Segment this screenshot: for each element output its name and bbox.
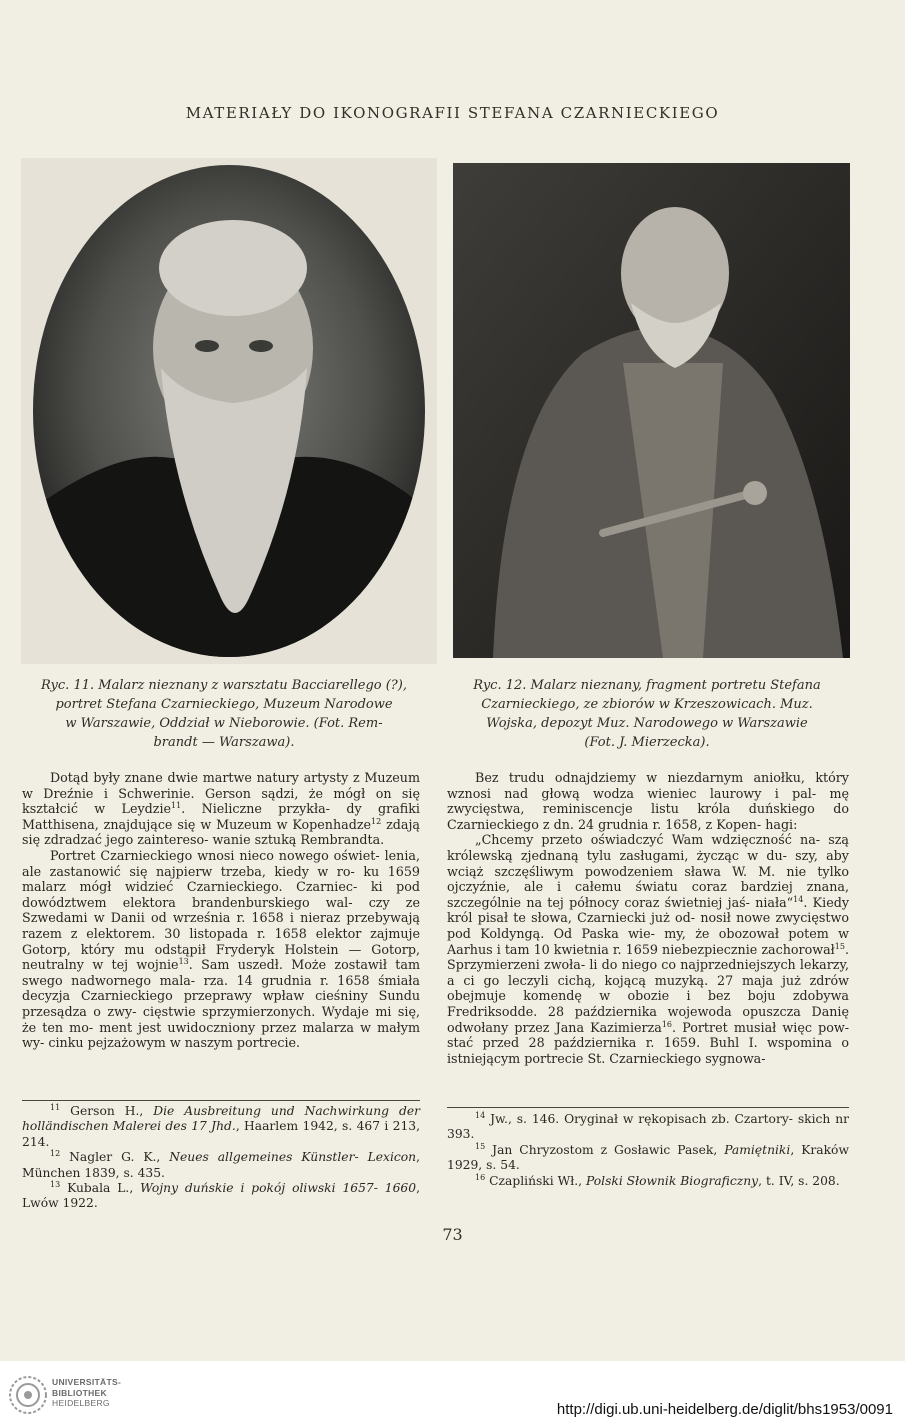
footnote-number: 11 [50, 1102, 61, 1112]
footnote-text: Jan Chryzostom z Gosławic Pasek, [492, 1142, 725, 1157]
footer-bar [0, 1361, 905, 1427]
text-line: który wznosi nad głową wodza wieniec laurowy i pal- [447, 770, 849, 801]
footnote-number: 14 [475, 1110, 486, 1120]
text-line: rza. 14 grudnia r. 1658 śmiała decyzja Czarnieckiego [22, 972, 420, 1004]
caption-line: Wojska, depozyt Muz. Narodowego w Warszawie [486, 716, 808, 731]
caption-line: Czarnieckiego, ze zbiorów w Krzeszowicach. Muz. [481, 697, 813, 712]
library-name-line: BIBLIOTHEK [52, 1387, 107, 1398]
footnote-15 [447, 1143, 849, 1174]
footnote-11 [22, 1104, 420, 1150]
footnote-title: der holländischen Malerei des 17 Jhd. [22, 1104, 420, 1134]
text-line: hagi: [765, 816, 798, 832]
text-line: ment jest uwidoczniony przez malarza w małym wy- [22, 1019, 420, 1051]
footnote-title: Die Ausbreitung und Nachwirkung [153, 1104, 389, 1118]
portrait-figure-12 [453, 163, 850, 658]
footnote-text: , Lwów 1922. [22, 1181, 420, 1211]
footnote-13 [22, 1181, 420, 1212]
footnote-number: 15 [475, 1141, 486, 1151]
library-name-line: UNIVERSITÄTS- [52, 1377, 122, 1387]
source-url-link[interactable]: http://digi.ub.uni-heidelberg.de/diglit/bhs1953/0091 [556, 1401, 893, 1418]
footnote-title: Wojny duńskie i pokój oliwski 1657- [140, 1181, 378, 1196]
footnote-ref: 16 [661, 1019, 673, 1029]
footnote-12 [22, 1150, 420, 1181]
text-line: przeprawy wpław cieśniny Sundu przesądza o zwy- [22, 988, 420, 1019]
text-line: . Sprzymierzeni zwoła- [447, 941, 850, 973]
text-line: Holstein — Gotorp, neutralny w tej wojnie [22, 941, 420, 973]
text-line: . Nieliczne przykła- [181, 801, 330, 817]
footnote-text: Gerson H., [70, 1104, 154, 1118]
text-line: szy, aby wciąż szczęśliwym powodzeniem sława W. M. [447, 847, 849, 879]
footnote-text: Jw., s. 146. Oryginał w rękopisach zb. Czartory- [490, 1112, 793, 1126]
footnote-title: Pamiętniki [724, 1142, 791, 1157]
text-line: komendę w obozie i bez boju zdobywa Fredriksodde. [447, 988, 849, 1019]
text-line: lenia, ale zastanowić się najpierw trzeba, kiedy w ro- [22, 847, 420, 879]
figure-11-caption [24, 676, 424, 752]
footnote-text: Czapliński Wł., [489, 1173, 586, 1188]
body-column-right [447, 770, 849, 1066]
text-line: . Portret musiał więc pow- [672, 1019, 849, 1035]
text-line: nosił nowe zwycięstwo pod Koldyngą. Od Paska wie- [447, 910, 849, 941]
text-line: zdają się zdradzać jego zaintereso- [22, 816, 420, 848]
text-line: wanie sztuką Rembrandta. [212, 832, 385, 848]
text-line: Portret Czarnieckiego wnosi nieco nowego oświet- [50, 847, 380, 863]
body-column-left [22, 770, 420, 1051]
text-line: znana, szczególnie na tej północy coraz świetniej jaś- [447, 879, 849, 910]
footnote-title: Polski Słownik Biograficzny [585, 1173, 759, 1188]
footnote-title: Lexicon [367, 1150, 417, 1165]
caption-line: w Warszawie, Oddział w Nieborowie. (Fot. Rem- [65, 716, 383, 731]
text-line: mógł on się kształcić w Leydzie [22, 785, 420, 817]
text-line: „Chcemy przeto oświadczyć Wam wdzięczność na- [475, 832, 821, 848]
paragraph [447, 770, 849, 832]
text-line: w Kopenhadze [276, 816, 372, 832]
text-line: mę zwycięstwa, reminiscencje listu króla duńskiego [447, 785, 849, 817]
footnote-text: , [758, 1173, 763, 1188]
text-line: uszedł. Może zostawił tam swego nadwornego mala- [22, 957, 420, 988]
text-line: o istniejącym portrecie St. Czarnieckiego sygnowa- [447, 1035, 849, 1066]
footnote-text: , Haarlem [235, 1119, 299, 1134]
caption-line: Ryc. 11. Malarz nieznany z warsztatu Bacciarellego (?), [41, 678, 407, 693]
text-line: my, że obozował potem w Aarhus i tam 10 kwietnia r. [447, 925, 850, 957]
library-name [52, 1377, 121, 1409]
text-line: 28 października wojewoda opuszcza Danię odwołany [447, 1003, 849, 1035]
text-line: cichą, kojącą muzyką. 27 maja już zdrów obejmuje [447, 972, 849, 1004]
footnote-text: t. IV, s. 208. [765, 1173, 840, 1188]
footnote-text: Nagler G. K., [69, 1150, 170, 1165]
portrait-rect-image [453, 163, 850, 658]
footnote-ref: 15 [834, 941, 845, 951]
caption-line: (Fot. J. Mierzecka). [584, 735, 710, 750]
running-title: MATERIAŁY DO IKONOGRAFII STEFANA CZARNIECKIEGO [185, 104, 720, 122]
paragraph [22, 770, 420, 848]
figure-12-caption [443, 676, 851, 752]
footnote-text: , München 1839, s. 435. [22, 1150, 421, 1180]
footnote-ref: 14 [793, 894, 804, 904]
library-name-line: HEIDELBERG [52, 1398, 110, 1408]
footnote-number: 12 [50, 1149, 61, 1159]
text-line: ku 1659 malarz mógł widzieć Czarnieckiego. Czarniec- [22, 863, 420, 895]
footnote-ref: 12 [371, 816, 382, 826]
text-line: cinku pejzażowym w naszym portrecie. [48, 1035, 301, 1051]
footnote-number: 13 [50, 1179, 61, 1189]
text-line: z Muzeum w Dreźnie i Schwerinie. Gerson sądzi, że [22, 770, 420, 801]
paragraph [447, 832, 849, 1066]
text-line: . Kiedy król pisał te słowa, Czarniecki już od- [447, 894, 849, 926]
text-line: cięstwie sprzymierzonych. Wydaje mi się, że ten mo- [22, 1003, 420, 1035]
footnote-text: 1942, s. 467 i 213, 214. [22, 1119, 421, 1149]
footnote-divider-left [22, 1100, 420, 1101]
footnote-text: skich nr 393. [447, 1112, 849, 1142]
text-line: 1659 niebezpiecznie zachorował [625, 941, 835, 957]
footnote-14 [447, 1112, 849, 1143]
portrait-figure-11 [21, 158, 437, 664]
text-line: szą królewską zjednaną tylu zasługami, życząc w du- [447, 832, 849, 863]
caption-line: Ryc. 12. Malarz nieznany, fragment portretu Stefana [473, 678, 821, 693]
text-line: li do niego co najprzedniejszych lekarzy, a ci go leczyli [447, 957, 849, 988]
footnote-title: 1660 [384, 1181, 417, 1196]
text-line: stać przed 28 października r. 1659. Buhl I. wspomina [447, 1035, 832, 1051]
footnote-title: Neues allgemeines Künstler- [169, 1150, 359, 1165]
text-line: niała“ [755, 894, 794, 910]
portrait-oval-image [21, 158, 437, 664]
caption-line: brandt — Warszawa). [153, 735, 295, 750]
text-line: elektor zajmuje Gotorp, który mu odstąpił Fryderyk [22, 925, 420, 957]
text-line: przez Jana Kazimierza [514, 1019, 662, 1035]
footnotes-left [22, 1104, 420, 1212]
text-line: dy grafiki Matthisena, znajdujące się w Muzeum [22, 801, 420, 832]
footnote-text: Kubala L., [67, 1181, 141, 1196]
footnote-16 [447, 1174, 849, 1189]
paragraph [22, 848, 420, 1051]
text-line: Dotąd były znane dwie martwe natury artysty [50, 770, 349, 785]
footnote-text: Kraków 1929, s. 54. [447, 1142, 849, 1173]
text-line: ki pod dowództwem elektora brandenburskiego wal- [22, 879, 420, 910]
footnote-number: 16 [475, 1172, 486, 1182]
text-line: Bez trudu odnajdziemy w niezdarnym aniołku, [475, 770, 805, 785]
footnote-ref: 11 [171, 800, 182, 810]
library-seal-icon [8, 1375, 48, 1415]
footnote-divider-right [447, 1107, 849, 1108]
text-line: czy ze Szwedami w Danii od września r. 1658 i nieraz [22, 894, 420, 926]
footnote-text: , [790, 1142, 795, 1157]
footnote-ref: 13 [178, 956, 189, 966]
text-line: przebywają razem z elektorem. 30 listopada r. 1658 [22, 910, 420, 941]
page-number: 73 [442, 1225, 463, 1244]
text-line: do Czarnieckiego z dn. 24 grudnia r. 1658, z Kopen- [447, 801, 849, 832]
text-line: nie tylko ojczyźnie, ale i całemu światu coraz bardziej [447, 863, 849, 895]
caption-line: portret Stefana Czarnieckiego, Muzeum Narodowe [55, 697, 393, 712]
text-line: . Sam [188, 957, 230, 973]
footnotes-right [447, 1112, 849, 1189]
